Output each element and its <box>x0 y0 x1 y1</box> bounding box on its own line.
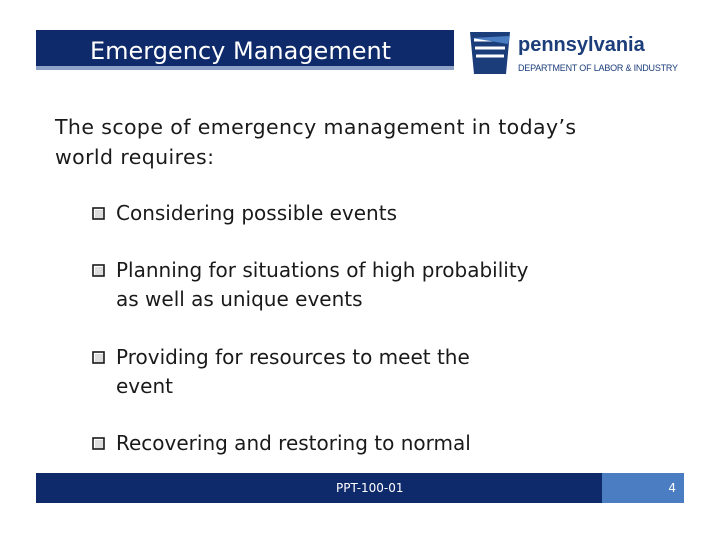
intro-text: The scope of emergency management in today’s world requires: <box>55 115 577 169</box>
logo-name: pennsylvania <box>518 34 645 56</box>
bullet-item <box>92 256 652 314</box>
checkbox-bullet-icon <box>92 351 105 364</box>
bullet-item <box>92 199 652 228</box>
bullet-line: Providing for resources to meet the <box>116 345 470 369</box>
bullet-line-continued: as well as unique events <box>116 287 363 311</box>
logo-department: DEPARTMENT OF LABOR & INDUSTRY <box>518 63 678 73</box>
footer-bar <box>36 473 684 503</box>
pennsylvania-logo <box>466 30 698 80</box>
bullet-line-continued: event <box>116 374 173 398</box>
bullet-line: Recovering and restoring to normal <box>116 431 471 455</box>
bullet-item <box>92 343 652 401</box>
footer-page-box <box>602 473 684 503</box>
bullet-line: Considering possible events <box>116 201 397 225</box>
bullet-item <box>92 429 652 458</box>
checkbox-bullet-icon <box>92 437 105 450</box>
slide-title: Emergency Management <box>90 37 392 65</box>
bullet-line: Planning for situations of high probability <box>116 258 529 282</box>
title-bar <box>36 30 454 72</box>
keystone-icon <box>466 30 514 76</box>
checkbox-bullet-icon <box>92 264 105 277</box>
footer-code: PPT-100-01 <box>336 481 404 495</box>
checkbox-bullet-icon <box>92 207 105 220</box>
page-number: 4 <box>668 481 676 495</box>
